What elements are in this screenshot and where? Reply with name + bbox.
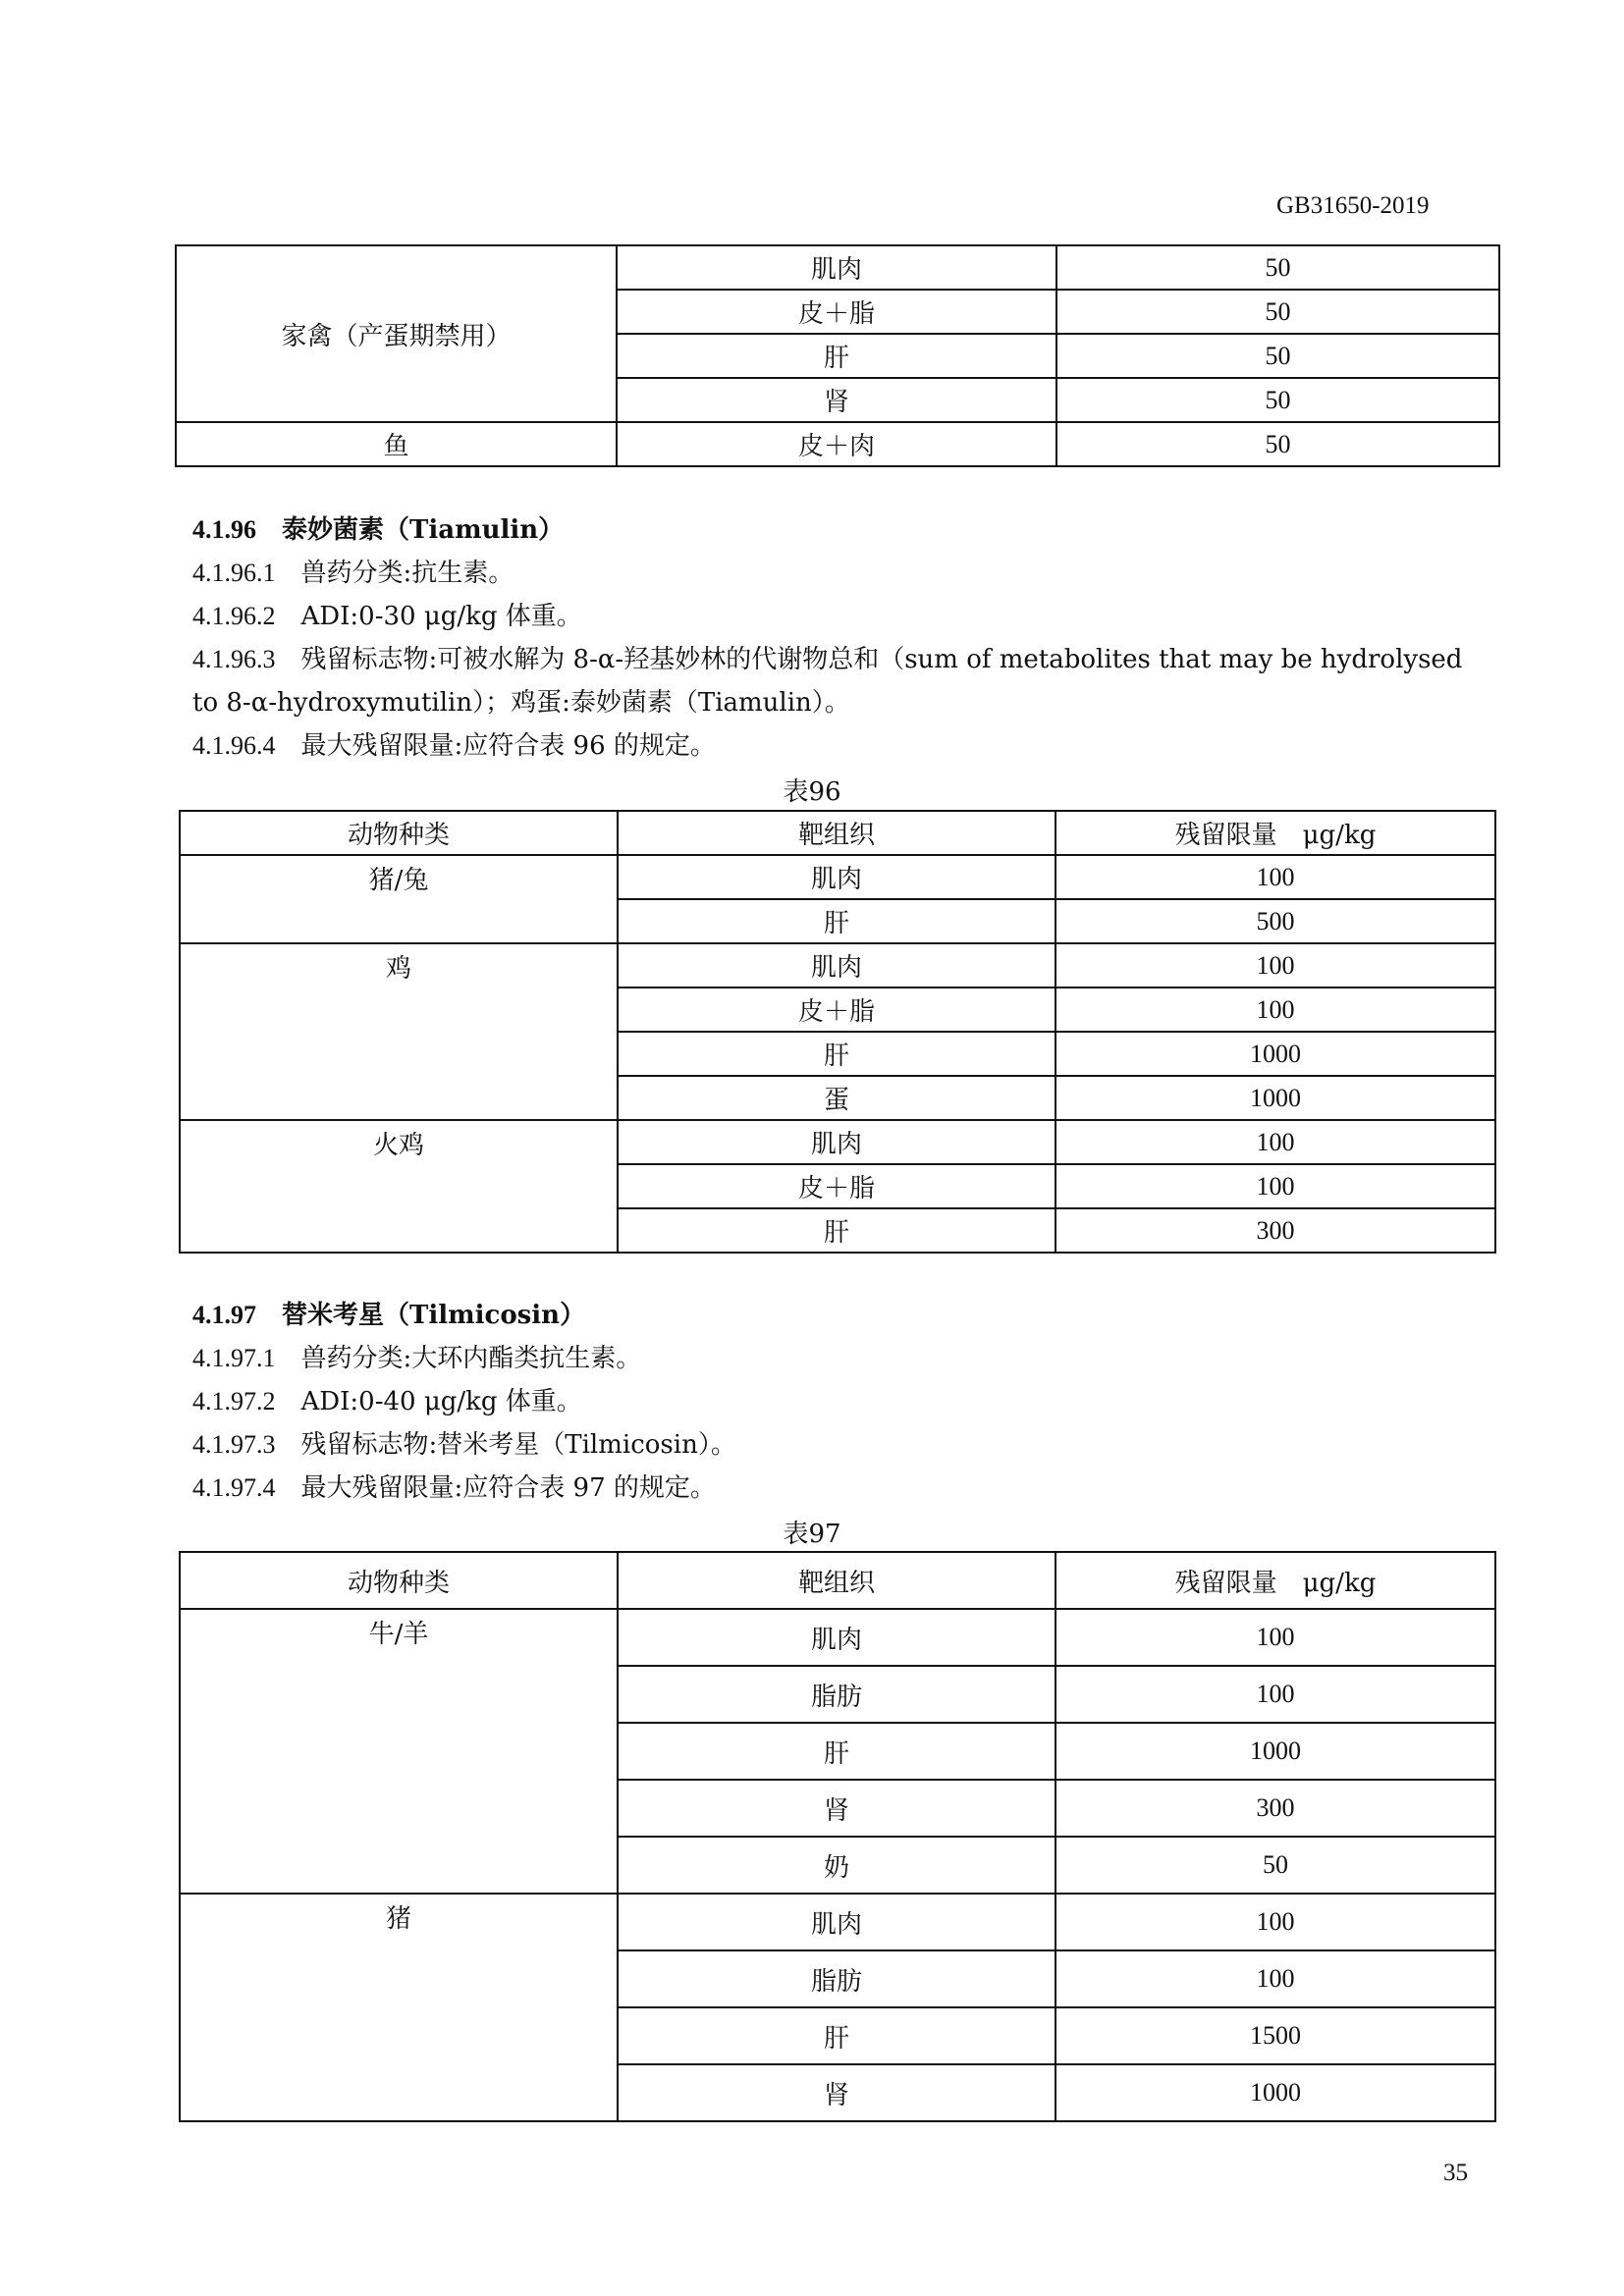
mrl-cell: 50: [1056, 422, 1499, 466]
mrl-cell: 50: [1056, 1837, 1495, 1894]
section-heading: [192, 1294, 1489, 1337]
mrl-cell: 300: [1056, 1208, 1495, 1253]
tissue-cell: 肌肉: [618, 1120, 1056, 1164]
column-header: 动物种类: [180, 1552, 618, 1609]
mrl-cell: 1000: [1056, 1032, 1495, 1076]
table-row: [176, 422, 1499, 466]
clause-number: 4.1.96.4: [192, 731, 276, 760]
section-4-1-96: [192, 508, 1489, 768]
tissue-cell: 皮＋脂: [617, 290, 1056, 334]
mrl-cell: 50: [1056, 378, 1499, 422]
tissue-cell: 皮＋脂: [618, 988, 1056, 1032]
animal-cell: 火鸡: [180, 1120, 618, 1253]
tissue-cell: 肌肉: [618, 1894, 1056, 1950]
tissue-cell: 脂肪: [618, 1950, 1056, 2007]
tissue-cell: 肝: [618, 2007, 1056, 2064]
clause-line: [192, 1337, 1489, 1380]
section-4-1-97: [192, 1294, 1489, 1510]
column-header: 动物种类: [180, 811, 618, 855]
clause-text: ADI:0-40 μg/kg 体重。: [300, 1387, 582, 1416]
clause-number: 4.1.96.1: [192, 559, 276, 587]
clause-text: 兽药分类:大环内酯类抗生素。: [300, 1344, 642, 1373]
clause-line: [192, 595, 1489, 638]
mrl-cell: 1000: [1056, 2064, 1495, 2121]
tissue-cell: 肝: [618, 899, 1056, 943]
mrl-cell: 1000: [1056, 1076, 1495, 1120]
table-row: [180, 1894, 1495, 1950]
tissue-cell: 肾: [617, 378, 1056, 422]
clause-line: [192, 1467, 1489, 1510]
table-caption: 表97: [783, 1520, 841, 1549]
table-header-row: [180, 811, 1495, 855]
clause-text: ADI:0-30 μg/kg 体重。: [300, 602, 582, 631]
mrl-cell: 300: [1056, 1780, 1495, 1837]
heading-number: 4.1.96: [192, 515, 256, 544]
tissue-cell: 肌肉: [618, 855, 1056, 899]
column-header: 靶组织: [618, 1552, 1056, 1609]
section-heading: [192, 508, 1489, 552]
tissue-cell: 肌肉: [617, 245, 1056, 290]
tissue-cell: 脂肪: [618, 1666, 1056, 1723]
tissue-cell: 肾: [618, 1780, 1056, 1837]
clause-line-continued: [192, 681, 1489, 724]
mrl-cell: 50: [1056, 334, 1499, 378]
tissue-cell: 蛋: [618, 1076, 1056, 1120]
clause-number: 4.1.96.2: [192, 602, 276, 630]
tissue-cell: 肝: [618, 1032, 1056, 1076]
clause-text: 最大残留限量:应符合表 96 的规定。: [300, 731, 716, 761]
clause-number: 4.1.97.1: [192, 1344, 276, 1372]
clause-line: [192, 1423, 1489, 1467]
column-header: 残留限量 μg/kg: [1056, 1552, 1495, 1609]
mrl-cell: 50: [1056, 245, 1499, 290]
clause-number: 4.1.97.2: [192, 1387, 276, 1415]
tissue-cell: 皮＋肉: [617, 422, 1056, 466]
clause-number: 4.1.97.4: [192, 1473, 276, 1502]
mrl-cell: 1000: [1056, 1723, 1495, 1780]
animal-cell: 猪: [180, 1894, 618, 2121]
tissue-cell: 奶: [618, 1837, 1056, 1894]
heading-number: 4.1.97: [192, 1301, 256, 1329]
mrl-cell: 100: [1056, 1164, 1495, 1208]
clause-text: 兽药分类:抗生素。: [300, 559, 514, 588]
clause-line: [192, 638, 1489, 681]
animal-cell: 鱼: [176, 422, 617, 466]
animal-cell: 鸡: [180, 943, 618, 1120]
mrl-cell: 100: [1056, 943, 1495, 988]
column-header: 残留限量 μg/kg: [1056, 811, 1495, 855]
tissue-cell: 肾: [618, 2064, 1056, 2121]
tissue-cell: 肝: [618, 1208, 1056, 1253]
tissue-cell: 肝: [618, 1723, 1056, 1780]
heading-text: 替米考星（Tilmicosin）: [282, 1301, 586, 1330]
heading-text: 泰妙菌素（Tiamulin）: [282, 515, 565, 545]
tissue-cell: 肌肉: [618, 943, 1056, 988]
tissue-cell: 肌肉: [618, 1609, 1056, 1666]
mrl-cell: 100: [1056, 1950, 1495, 2007]
column-header: 靶组织: [618, 811, 1056, 855]
mrl-cell: 50: [1056, 290, 1499, 334]
mrl-cell: 100: [1056, 1894, 1495, 1950]
clause-text: 最大残留限量:应符合表 97 的规定。: [300, 1473, 716, 1503]
clause-text: 残留标志物:可被水解为 8-α-羟基妙林的代谢物总和（sum of metabolites that may be hydrolysed: [300, 645, 1463, 674]
clause-number: 4.1.97.3: [192, 1430, 276, 1459]
table-row: [180, 1120, 1495, 1164]
mrl-cell: 1500: [1056, 2007, 1495, 2064]
animal-cell: 牛/羊: [180, 1609, 618, 1894]
table-96: [179, 810, 1496, 1254]
animal-cell: 猪/兔: [180, 855, 618, 943]
table-header-row: [180, 1552, 1495, 1609]
tissue-cell: 皮＋脂: [618, 1164, 1056, 1208]
mrl-cell: 100: [1056, 1609, 1495, 1666]
table-row: [180, 1609, 1495, 1666]
table-continued: [175, 244, 1500, 467]
clause-text: 残留标志物:替米考星（Tilmicosin）。: [300, 1430, 736, 1460]
mrl-cell: 500: [1056, 899, 1495, 943]
mrl-cell: 100: [1056, 855, 1495, 899]
tissue-cell: 肝: [617, 334, 1056, 378]
animal-cell: 家禽（产蛋期禁用）: [176, 245, 617, 422]
table-caption: 表96: [783, 777, 841, 807]
standard-code: GB31650-2019: [1276, 192, 1430, 219]
table-row: [180, 943, 1495, 988]
clause-line: [192, 724, 1489, 768]
clause-number: 4.1.96.3: [192, 645, 276, 673]
table-row: [180, 855, 1495, 899]
table-97: [179, 1551, 1496, 2122]
mrl-cell: 100: [1056, 1120, 1495, 1164]
mrl-cell: 100: [1056, 988, 1495, 1032]
clause-line: [192, 552, 1489, 595]
table-row: [176, 245, 1499, 290]
clause-line: [192, 1380, 1489, 1423]
clause-text: to 8-α-hydroxymutilin）；鸡蛋:泰妙菌素（Tiamulin）。: [192, 688, 850, 718]
mrl-cell: 100: [1056, 1666, 1495, 1723]
page-number: 35: [1443, 2160, 1468, 2186]
